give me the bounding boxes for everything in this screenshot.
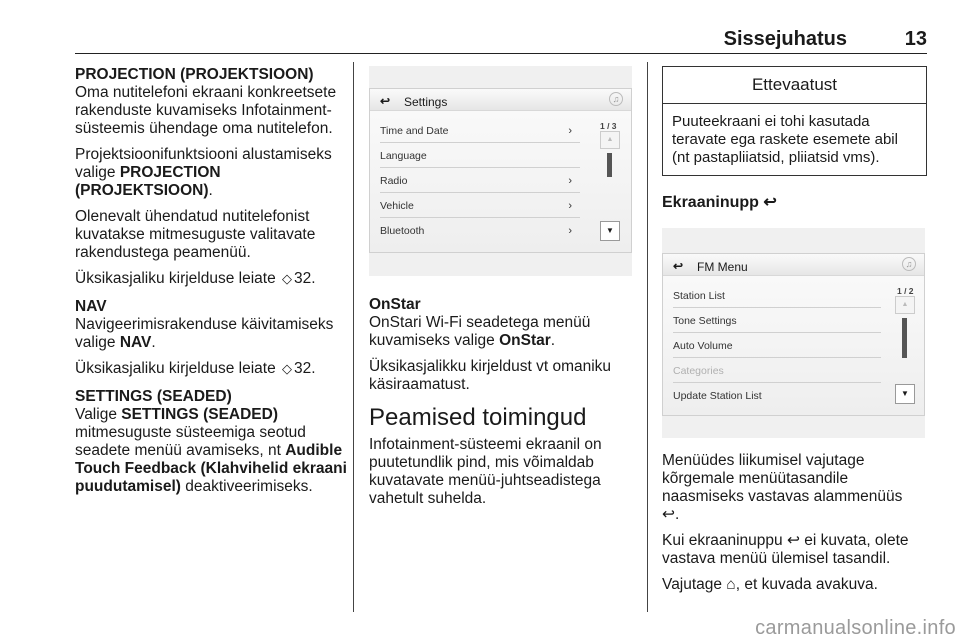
chevron-right-icon: ›	[568, 175, 572, 187]
back-icon: ↩	[786, 532, 800, 549]
settings-keyword: SETTINGS (SEADED)	[121, 406, 278, 423]
page-indicator: 1 / 2	[897, 286, 914, 296]
back-icon: ↩	[673, 259, 684, 273]
settings-text: Valige SETTINGS (SEADED) mitmesuguste süsteemiga seotud seadete menüü avamiseks, nt Audible Touch Feedback (Klahvihelid ekraani puudutamisel) deaktiveerimiseks.	[75, 406, 347, 495]
page-indicator: 1 / 3	[600, 121, 617, 131]
settings-screen-figure	[369, 66, 632, 276]
main-operations-heading: Peamised toimingud	[369, 404, 587, 431]
column-middle	[369, 66, 637, 516]
list-item: Bluetooth ›	[380, 219, 580, 243]
top-level-text: Kui ekraaninuppu ↩ ei kuvata, olete vastava menüü ülemisel tasandil.	[662, 532, 909, 567]
column-left	[75, 66, 347, 504]
caution-box	[662, 66, 927, 176]
page-ref-icon: ◇	[282, 271, 293, 286]
nav-heading: NAV	[75, 298, 107, 315]
chevron-right-icon: ›	[568, 225, 572, 237]
list-item: Auto Volume	[673, 334, 881, 358]
back-button-heading: Ekraaninupp ↩	[662, 194, 777, 211]
nav-reference: Üksikasjaliku kirjelduse leiate ◇ 32.	[75, 360, 316, 377]
scrollbar	[895, 296, 915, 406]
back-icon: ↩	[380, 94, 391, 108]
caution-text: Puuteekraani ei tohi kasutada teravate ega raskete esemete abil (nt pastapliiatsid, pliiatsid vms).	[672, 113, 898, 166]
back-icon: ↩	[763, 194, 777, 211]
onstar-keyword: OnStar	[499, 332, 551, 349]
music-note-icon: ♫	[902, 257, 916, 271]
projection-menu-text: Olenevalt ühendatud nutitelefonist kuvatakse mitmesuguste valitavate rakendustega peamenüü.	[75, 208, 316, 261]
settings-heading: SETTINGS (SEADED)	[75, 388, 232, 405]
music-note-icon: ♫	[609, 92, 623, 106]
fm-menu-titlebar	[663, 254, 924, 276]
settings-screen-title: Settings	[404, 95, 448, 109]
onstar-text: OnStari Wi-Fi seadetega menüü kuvamiseks valige OnStar.	[369, 314, 591, 349]
projection-heading: PROJECTION (PROJEKTSIOON)	[75, 66, 314, 83]
watermark: carmanualsonline.info	[755, 617, 956, 639]
onstar-reference: Üksikasjalikku kirjeldust vt omaniku käsiraamatust.	[369, 358, 612, 393]
fm-menu-screen	[662, 253, 925, 416]
header-divider	[75, 53, 927, 54]
projection-start-text: Projektsioonifunktsiooni alustamiseks valige PROJECTION (PROJEKTSIOON).	[75, 146, 332, 199]
scroll-up-icon: ▲	[600, 131, 620, 149]
nav-keyword: NAV	[119, 334, 152, 351]
list-item: Tone Settings	[673, 309, 881, 333]
home-icon: ⌂	[726, 576, 736, 593]
list-item: Vehicle ›	[380, 194, 580, 218]
list-item: Update Station List	[673, 390, 762, 402]
home-text: Vajutage ⌂, et kuvada avakuva.	[662, 576, 878, 593]
list-item: Language	[380, 144, 580, 168]
scroll-thumb	[607, 153, 612, 177]
list-item: Time and Date ›	[380, 119, 580, 143]
scrollbar	[600, 131, 620, 241]
projection-text: Oma nutitelefoni ekraani konkreetsete rakenduste kuvamiseks Infotainment-süsteemis ühendage oma nutitelefon.	[75, 84, 337, 137]
page-number: 13	[904, 28, 927, 50]
audible-feedback-keyword: Audible Touch Feedback (Klahvihelid ekraani puudutamisel)	[75, 442, 347, 495]
projection-keyword: PROJECTION (PROJEKTSIOON)	[75, 164, 221, 199]
menu-navigation-text: Menüüdes liikumisel vajutage kõrgemale menüütasandile naasmiseks vastavas alammenüüs ↩.	[662, 452, 903, 523]
fm-menu-title: FM Menu	[697, 260, 748, 274]
scroll-thumb	[902, 318, 907, 358]
list-item: Radio ›	[380, 169, 580, 193]
chevron-right-icon: ›	[568, 200, 572, 212]
main-operations-text: Infotainment-süsteemi ekraanil on puutetundlik pind, mis võimaldab kuvatavate menüü-juhtseadistega vahetult suhelda.	[369, 436, 602, 507]
chevron-right-icon: ›	[568, 125, 572, 137]
section-title: Sissejuhatus	[723, 28, 847, 50]
scroll-up-icon: ▲	[895, 296, 915, 314]
caution-heading: Ettevaatust	[663, 67, 926, 104]
column-divider-right	[647, 62, 648, 612]
nav-text: Navigeerimisrakenduse käivitamiseks valige NAV.	[75, 316, 334, 351]
fm-menu-screen-figure	[662, 228, 925, 438]
projection-reference: Üksikasjaliku kirjelduse leiate ◇ 32.	[75, 270, 316, 287]
settings-screen-titlebar	[370, 89, 631, 111]
scroll-down-icon: ▼	[600, 221, 620, 241]
scroll-down-icon: ▼	[895, 384, 915, 404]
settings-screen	[369, 88, 632, 253]
back-icon: ↩	[662, 506, 675, 523]
column-divider-left	[353, 62, 354, 612]
onstar-heading: OnStar	[369, 296, 421, 313]
column-right	[662, 66, 927, 602]
list-item: Categories	[673, 359, 881, 383]
page-header	[75, 28, 927, 52]
page-ref-icon: ◇	[282, 361, 293, 376]
list-item: Station List	[673, 284, 881, 308]
